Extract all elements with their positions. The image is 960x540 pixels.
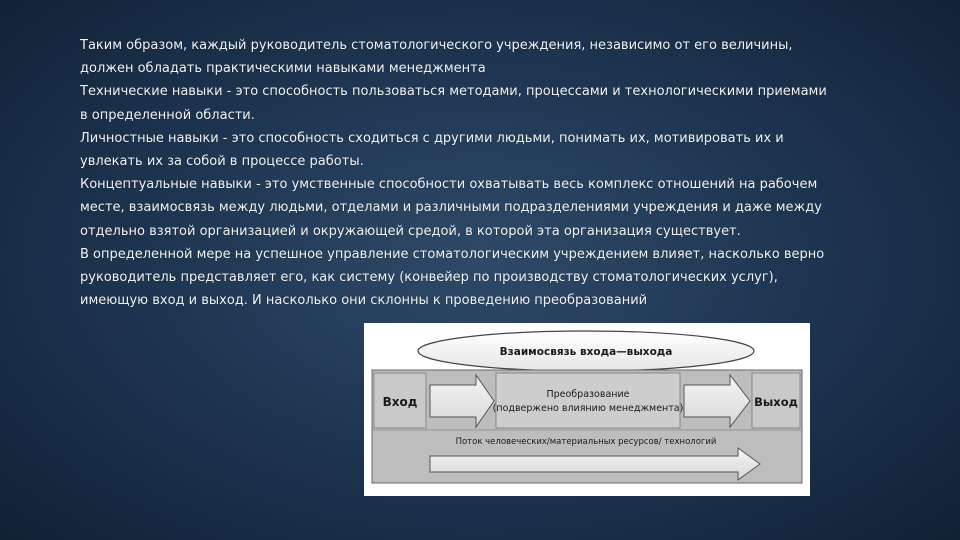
ellipse-label: Взаимосвязь входа—выхода (499, 346, 673, 358)
text-line: отдельно взятой организацией и окружающей средой, в которой эта организация существует. (80, 223, 741, 239)
text-line: должен обладать практическими навыками менеджмента (80, 61, 486, 77)
slide-text (80, 34, 840, 312)
text-line: Концептуальные навыки - это умственные способности охватывать весь комплекс отношений на рабочем (80, 177, 818, 193)
paragraph-technical-skills (80, 80, 840, 126)
output-label: Выход (754, 395, 798, 409)
transformation-sublabel: (подвержено влиянию менеджмента) (492, 403, 684, 414)
text-line: Таким образом, каждый руководитель стоматологического учреждения, независимо от его величины, (80, 38, 793, 53)
text-line: увлекать их за собой в процессе работы. (80, 154, 364, 170)
transformation-box (496, 373, 680, 428)
paragraph-personal-skills (80, 127, 840, 173)
text-line: Личностные навыки - это способность сходиться с другими людьми, понимать их, мотивировать их и (80, 130, 784, 146)
text-line: руководитель представляет его, как систему (конвейер по производству стоматологических услуг), (80, 270, 778, 286)
text-line: Технические навыки - это способность пользоваться методами, процессами и технологическими приемами (80, 84, 827, 100)
transformation-label: Преобразование (546, 389, 630, 400)
input-label: Вход (382, 395, 418, 409)
text-line: В определенной мере на успешное управление стоматологическим учреждением влияет, насколько верно (80, 246, 825, 262)
text-line: имеющую вход и выход. И насколько они склонны к проведению преобразований (80, 293, 648, 309)
paragraph-intro (80, 34, 840, 80)
paragraph-conceptual-skills (80, 173, 840, 243)
flow-label: Поток человеческих/материальных ресурсов/ технологий (455, 437, 717, 447)
paragraph-system-view (80, 243, 840, 313)
text-line: месте, взаимосвязь между людьми, отделами и различными подразделениями учреждения и даже между (80, 200, 822, 216)
input-output-diagram (364, 323, 810, 496)
text-line: в определенной области. (80, 107, 255, 123)
